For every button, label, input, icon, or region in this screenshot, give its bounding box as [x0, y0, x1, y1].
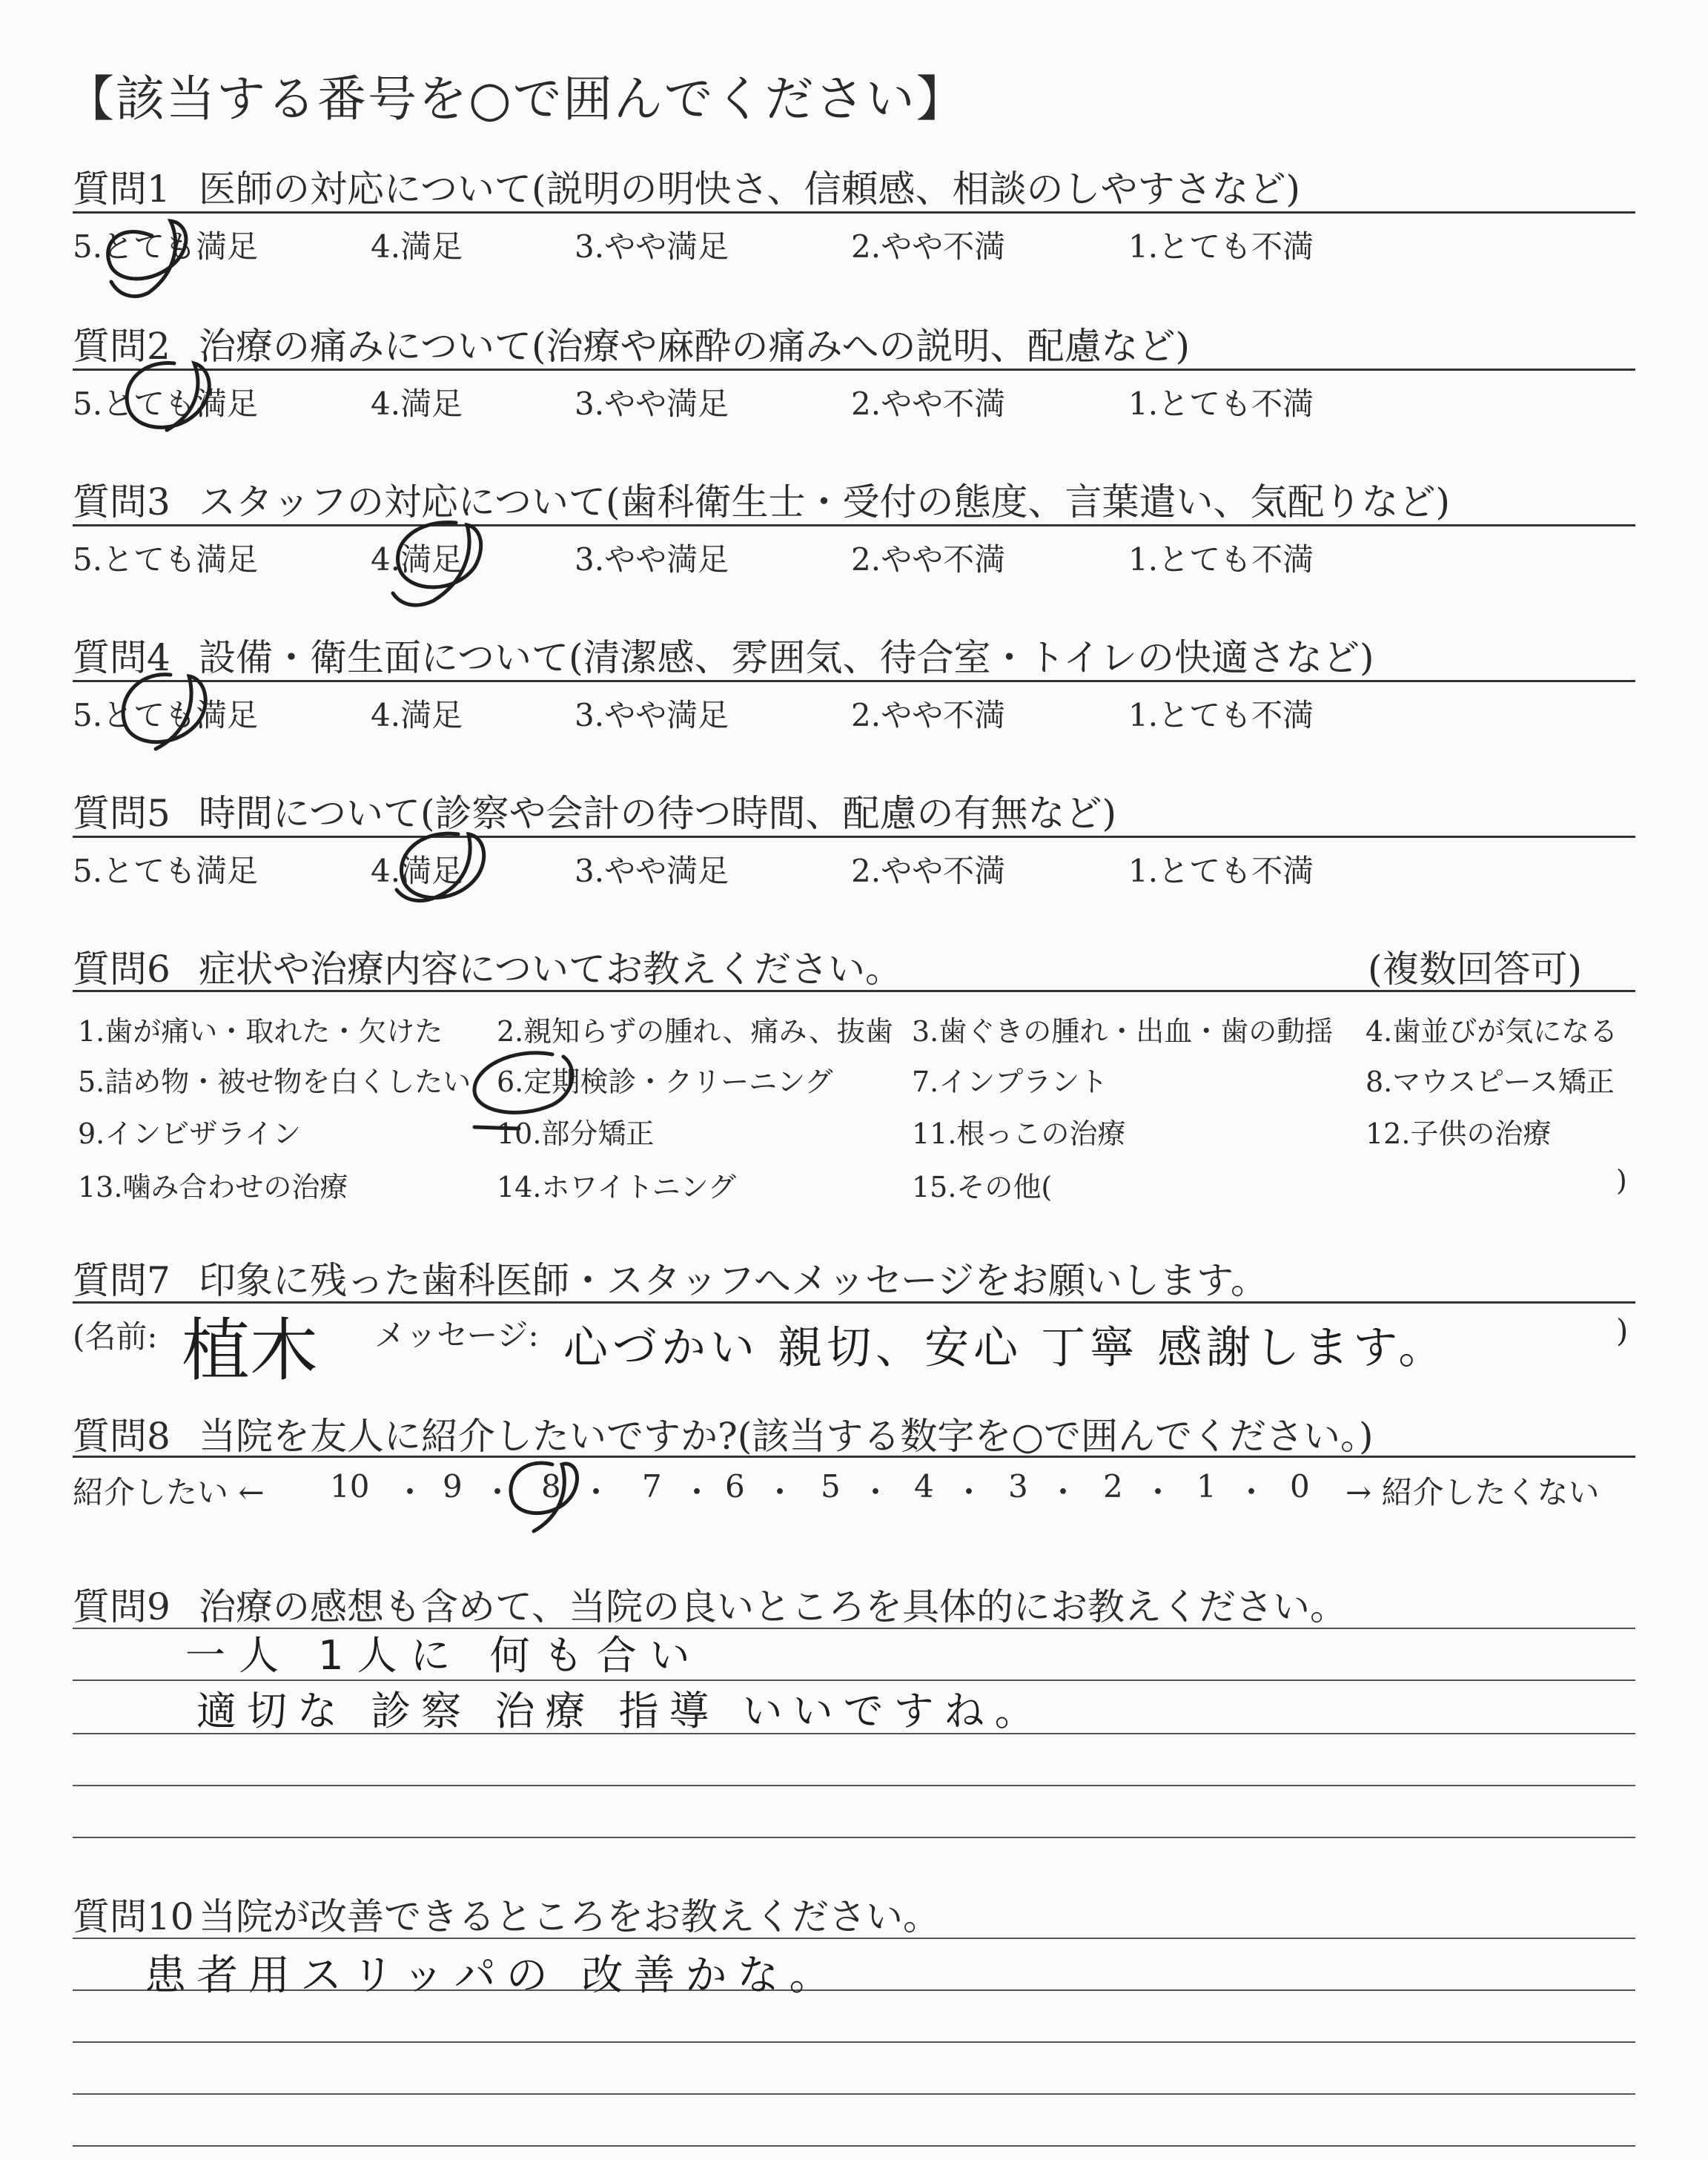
q1-option-2[interactable]: 2.やや不満 — [851, 228, 1006, 265]
q7-message-label: メッセージ: — [374, 1317, 539, 1353]
q8-scale-5[interactable]: 5 — [821, 1468, 841, 1505]
question-3-number: 質問3 — [73, 480, 171, 524]
q8-scale-6[interactable]: 6 — [725, 1468, 745, 1505]
q5-option-3[interactable]: 3.やや満足 — [575, 853, 729, 889]
q7-message-value[interactable]: 心づかい 親切、安心 丁寧 感謝します。 — [563, 1322, 1448, 1374]
q5-option-2[interactable]: 2.やや不満 — [851, 853, 1006, 889]
question-3-text: スタッフの対応について(歯科衛生士・受付の態度、言葉遣い、気配りなど) — [199, 480, 1451, 524]
question-5-number: 質問5 — [73, 792, 171, 835]
q7-name-value[interactable]: 植木 — [182, 1311, 319, 1390]
q3-option-2[interactable]: 2.やや不満 — [851, 541, 1006, 578]
q8-scale-0[interactable]: 0 — [1290, 1468, 1310, 1505]
q6-option-11[interactable]: 11.根っこの治療 — [912, 1117, 1126, 1150]
q8-dot: ・ — [953, 1474, 985, 1510]
q8-left-label: 紹介したい ← — [73, 1474, 265, 1510]
q2-option-4[interactable]: 4.満足 — [371, 386, 463, 422]
question-1-text: 医師の対応について(説明の明快さ、信頼感、相談のしやすさなど) — [199, 168, 1301, 211]
q4-option-2[interactable]: 2.やや不満 — [851, 697, 1006, 733]
question-8-number: 質問8 — [73, 1415, 171, 1458]
q7-close-paren: ) — [1616, 1312, 1629, 1349]
q8-right-label: → 紹介したくない — [1345, 1474, 1600, 1510]
q8-dot: ・ — [1142, 1474, 1174, 1510]
q3-option-5[interactable]: 5.とても満足 — [73, 541, 259, 578]
question-6-number: 質問6 — [73, 948, 171, 991]
q8-dot: ・ — [482, 1474, 514, 1510]
q5-option-5[interactable]: 5.とても満足 — [73, 853, 259, 889]
question-9-text: 治療の感想も含めて、当院の良いところを具体的にお教えください。 — [199, 1585, 1347, 1628]
q3-option-4[interactable]: 4.満足 — [371, 541, 463, 578]
q1-selection-circle — [108, 221, 186, 297]
page-heading: 【該当する番号を○で囲んでください】 — [65, 70, 967, 128]
question-8-text: 当院を友人に紹介したいですか?(該当する数字を○で囲んでください。) — [199, 1415, 1374, 1458]
question-6-text: 症状や治療内容についてお教えください。 — [199, 948, 902, 991]
question-10-text: 当院が改善できるところをお教えください。 — [199, 1895, 940, 1938]
q6-selection-circle — [474, 1053, 572, 1112]
q4-option-3[interactable]: 3.やや満足 — [575, 697, 729, 733]
q3-option-3[interactable]: 3.やや満足 — [575, 541, 729, 578]
q2-selection-circle — [127, 363, 209, 430]
question-2-number: 質問2 — [73, 325, 171, 368]
q2-option-5[interactable]: 5.とても満足 — [73, 386, 259, 422]
question-7-number: 質問7 — [73, 1259, 171, 1302]
q9-answer-line-2[interactable]: 適切な 診察 治療 指導 いいですね。 — [196, 1688, 1045, 1734]
q1-option-5[interactable]: 5.とても満足 — [73, 228, 259, 265]
q5-selection-circle — [397, 833, 484, 901]
q2-option-3[interactable]: 3.やや満足 — [575, 386, 729, 422]
question-4-text: 設備・衛生面について(清潔感、雰囲気、待合室・トイレの快適さなど) — [199, 636, 1374, 679]
q3-selection-circle — [393, 523, 481, 606]
q6-option-8[interactable]: 8.マウスピース矯正 — [1366, 1066, 1615, 1098]
q5-option-1[interactable]: 1.とても不満 — [1128, 853, 1314, 889]
q1-option-4[interactable]: 4.満足 — [371, 228, 463, 265]
q6-option-10[interactable]: 10.部分矯正 — [497, 1117, 655, 1150]
q8-scale-1[interactable]: 1 — [1196, 1468, 1217, 1505]
q8-dot: ・ — [1047, 1474, 1079, 1510]
q8-scale-2[interactable]: 2 — [1103, 1468, 1123, 1505]
question-4-number: 質問4 — [73, 636, 171, 679]
q3-option-1[interactable]: 1.とても不満 — [1128, 541, 1314, 578]
q6-option-13[interactable]: 13.噛み合わせの治療 — [78, 1171, 348, 1203]
q8-dot: ・ — [1236, 1474, 1268, 1510]
q6-option-2[interactable]: 2.親知らずの腫れ、痛み、抜歯 — [497, 1015, 893, 1048]
q6-strike-mark — [474, 1127, 519, 1129]
q4-option-4[interactable]: 4.満足 — [371, 697, 463, 733]
q5-option-4[interactable]: 4.満足 — [371, 853, 463, 889]
q8-dot: ・ — [394, 1474, 426, 1510]
q7-name-label: (名前: — [73, 1318, 158, 1355]
q4-selection-circle — [123, 675, 205, 749]
question-2-text: 治療の痛みについて(治療や麻酔の痛みへの説明、配慮など) — [199, 325, 1191, 368]
q1-option-1[interactable]: 1.とても不満 — [1128, 228, 1314, 265]
question-9-number: 質問9 — [73, 1585, 171, 1628]
q6-option-9[interactable]: 9.インビザライン — [78, 1117, 302, 1150]
q6-option-14[interactable]: 14.ホワイトニング — [497, 1171, 737, 1203]
q8-scale-7[interactable]: 7 — [642, 1468, 662, 1505]
question-7-text: 印象に残った歯科医師・スタッフへメッセージをお願いします。 — [199, 1259, 1268, 1302]
q6-option-1[interactable]: 1.歯が痛い・取れた・欠けた — [78, 1015, 443, 1048]
q6-option-15[interactable]: 15.その他( — [912, 1171, 1053, 1203]
q4-option-5[interactable]: 5.とても満足 — [73, 697, 259, 733]
q6-option-5[interactable]: 5.詰め物・被せ物を白くしたい — [78, 1066, 471, 1098]
q10-answer-line-1[interactable]: 患者用スリッパの 改善かな。 — [145, 1952, 841, 2000]
q6-option-7[interactable]: 7.インプラント — [912, 1066, 1108, 1098]
q8-dot: ・ — [764, 1474, 796, 1510]
q2-option-2[interactable]: 2.やや不満 — [851, 386, 1006, 422]
q6-option-6[interactable]: 6.定期検診・クリーニング — [497, 1066, 833, 1098]
q6-option-15-close: ) — [1616, 1164, 1627, 1197]
q8-scale-4[interactable]: 4 — [914, 1468, 934, 1505]
q8-selection-circle — [511, 1463, 577, 1531]
q8-scale-8[interactable]: 8 — [541, 1468, 561, 1505]
question-10-number: 質問10 — [73, 1895, 194, 1938]
q9-answer-line-1[interactable]: 一人 1人に 何も合い — [185, 1632, 704, 1679]
q8-scale-9[interactable]: 9 — [443, 1468, 463, 1505]
q8-dot: ・ — [580, 1474, 612, 1510]
q1-option-3[interactable]: 3.やや満足 — [575, 228, 729, 265]
q6-option-4[interactable]: 4.歯並びが気になる — [1366, 1015, 1618, 1048]
q8-scale-3[interactable]: 3 — [1008, 1468, 1028, 1505]
question-6-note: (複数回答可) — [1368, 948, 1583, 991]
question-1-number: 質問1 — [73, 168, 171, 211]
question-5-text: 時間について(診察や会計の待つ時間、配慮の有無など) — [199, 792, 1117, 835]
q8-dot: ・ — [681, 1474, 713, 1510]
q8-dot: ・ — [860, 1474, 892, 1510]
q6-option-3[interactable]: 3.歯ぐきの腫れ・出血・歯の動揺 — [912, 1015, 1334, 1048]
q8-scale-10[interactable]: 10 — [330, 1468, 370, 1505]
q2-option-1[interactable]: 1.とても不満 — [1128, 386, 1314, 422]
q6-option-12[interactable]: 12.子供の治療 — [1366, 1117, 1552, 1150]
q4-option-1[interactable]: 1.とても不満 — [1128, 697, 1314, 733]
